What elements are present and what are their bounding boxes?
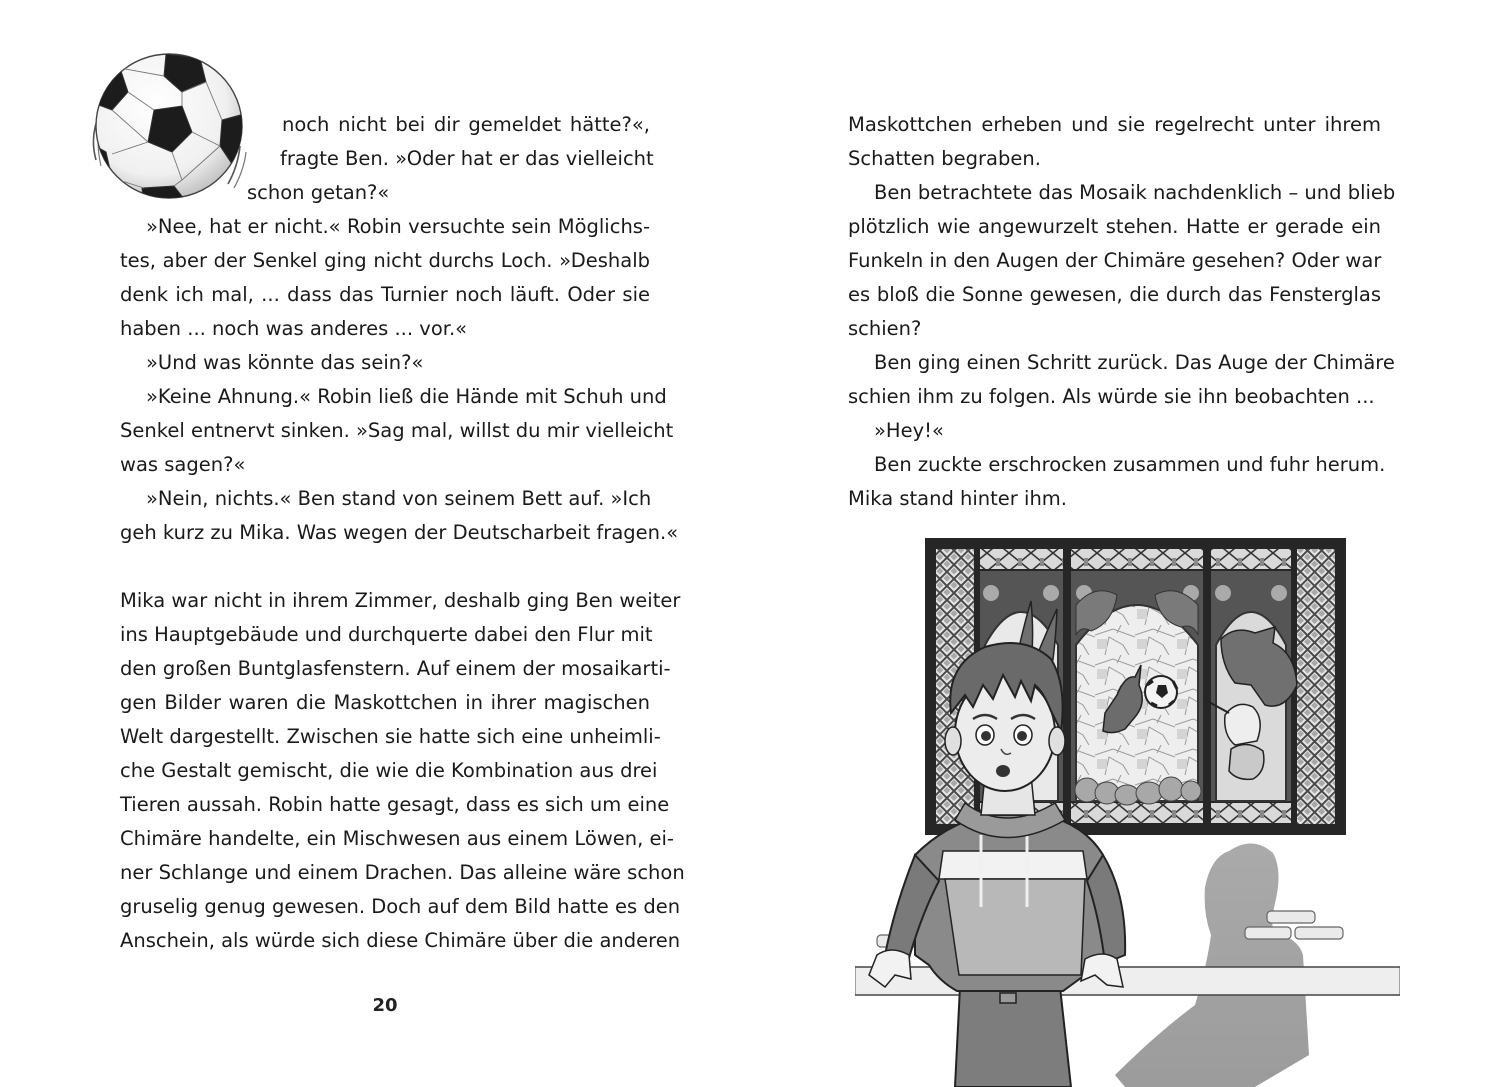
text-line: »Hey!«: [874, 419, 944, 442]
text-line: schien ihm zu folgen. Als würde sie ihn beobachten ...: [848, 385, 1375, 408]
text-line: Tieren aussah. Robin hatte gesagt, dass es sich um eine: [120, 793, 670, 816]
text-line: che Gestalt gemischt, die wie die Kombination aus drei: [120, 759, 658, 782]
soccer-ball-icon: [82, 48, 252, 203]
text-line: schien?: [848, 317, 922, 340]
text-line: »Keine Ahnung.« Robin ließ die Hände mit Schuh und: [146, 385, 667, 408]
text-line: tes, aber der Senkel ging nicht durchs Loch. »Deshalb: [120, 249, 650, 272]
text-line: es bloß die Sonne gewesen, die durch das Fensterglas: [848, 283, 1381, 306]
text-line: Funkeln in den Augen der Chimäre gesehen? Oder war: [848, 249, 1382, 272]
text-line: Welt dargestellt. Zwischen sie hatte sich eine unheimli-: [120, 725, 661, 748]
text-line: denk ich mal, ... dass das Turnier noch läuft. Oder sie: [120, 283, 650, 306]
text-line: Ben ging einen Schritt zurück. Das Auge der Chimäre: [874, 351, 1395, 374]
text-line: haben ... noch was anderes ... vor.«: [120, 317, 468, 340]
text-line: Maskottchen erheben und sie regelrecht unter ihrem: [848, 113, 1381, 136]
text-line: ins Hauptgebäude und durchquerte dabei den Flur mit: [120, 623, 653, 646]
stained-glass-illustration-icon: [855, 535, 1400, 1087]
text-line: ner Schlange und einem Drachen. Das alleine wäre schon: [120, 861, 685, 884]
text-line: noch nicht bei dir gemeldet hätte?«,: [282, 113, 650, 136]
text-line: »Nein, nichts.« Ben stand von seinem Bett auf. »Ich: [146, 487, 652, 510]
text-line: gen Bilder waren die Maskottchen in ihrer magischen: [120, 691, 650, 714]
text-line: plötzlich wie angewurzelt stehen. Hatte er gerade ein: [848, 215, 1381, 238]
text-line: Schatten begraben.: [848, 147, 1041, 170]
text-line: Mika stand hinter ihm.: [848, 487, 1067, 510]
page-number: 20: [372, 995, 398, 1016]
text-line: Mika war nicht in ihrem Zimmer, deshalb ging Ben weiter: [120, 589, 681, 612]
text-line: geh kurz zu Mika. Was wegen der Deutscharbeit fragen.«: [120, 521, 679, 544]
text-line: fragte Ben. »Oder hat er das vielleicht: [280, 147, 654, 170]
text-line: Ben betrachtete das Mosaik nachdenklich – und blieb: [874, 181, 1396, 204]
text-line: den großen Buntglasfenstern. Auf einem der mosaikarti-: [120, 657, 671, 680]
text-line: »Und was könnte das sein?«: [146, 351, 424, 374]
text-line: Senkel entnervt sinken. »Sag mal, willst du mir vielleicht: [120, 419, 674, 442]
text-line: Anschein, als würde sich diese Chimäre über die anderen: [120, 929, 681, 952]
text-line: was sagen?«: [120, 453, 246, 476]
text-line: schon getan?«: [247, 181, 390, 204]
text-line: gruselig genug gewesen. Doch auf dem Bild hatte es den: [120, 895, 681, 918]
text-line: »Nee, hat er nicht.« Robin versuchte sein Möglichs-: [146, 215, 650, 238]
text-line: Chimäre handelte, ein Mischwesen aus einem Löwen, ei-: [120, 827, 674, 850]
text-line: Ben zuckte erschrocken zusammen und fuhr herum.: [874, 453, 1386, 476]
